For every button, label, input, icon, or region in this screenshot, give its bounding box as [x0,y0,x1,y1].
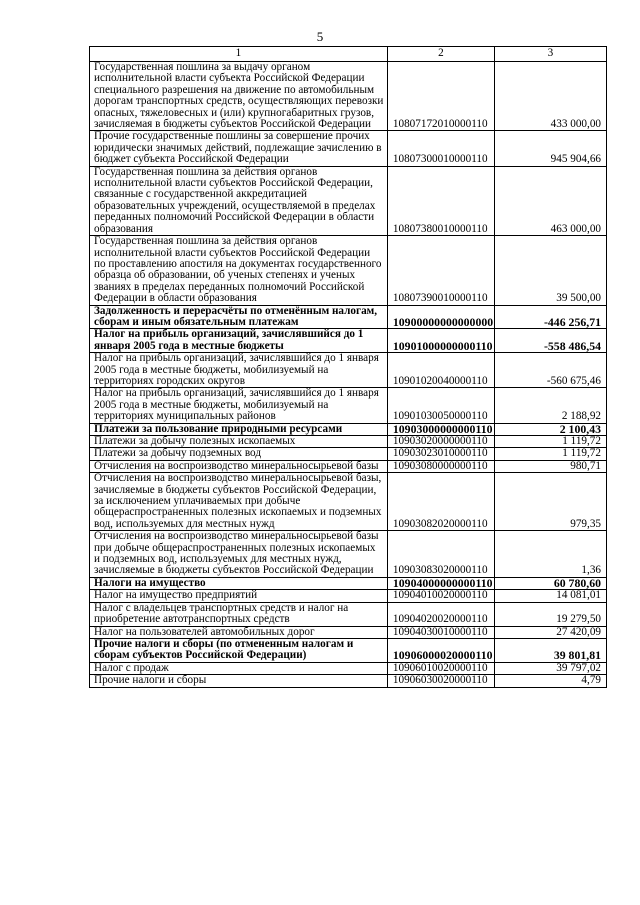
amount-cell: 1,36 [494,531,606,578]
revenue-name-cell: Налоги на имущество [90,577,388,589]
table-row [90,577,607,589]
table-row [90,460,607,472]
table-row [90,602,607,626]
table-row [90,436,607,448]
budget-code-cell: 10903083020000110 [387,531,494,578]
budget-code-cell: 10901030050000110 [387,388,494,423]
budget-code-cell: 10903020000000110 [387,436,494,448]
revenue-name-cell: Налог на пользователей автомобильных дорог [90,626,388,638]
amount-cell: 1 119,72 [494,436,606,448]
revenue-name-cell: Отчисления на воспроизводство минеральносырьевой базы при добыче общераспространенных полезных ископаемых и подземных вод, используемых для местных нужд, зачисляемые в бюджеты субъектов Российской Федерации [90,531,388,578]
amount-cell: 39 801,81 [494,638,606,662]
budget-code-cell: 10906010020000110 [387,662,494,674]
amount-cell: 2 188,92 [494,388,606,423]
budget-code-cell: 10903080000000110 [387,460,494,472]
amount-cell: -446 256,71 [494,305,606,329]
amount-cell: 2 100,43 [494,423,606,435]
revenue-name-cell: Налог с владельцев транспортных средств и налог на приобретение автотранспортных средств [90,602,388,626]
table-row [90,388,607,423]
table-row [90,626,607,638]
amount-cell: 980,71 [494,460,606,472]
amount-cell: 945 904,66 [494,131,606,166]
revenue-name-cell: Отчисления на воспроизводство минеральносырьевой базы, зачисляемые в бюджеты субъектов Российской Федерации, за исключением уплачиваемых при добыче общераспространенных полезных ископаемых и подземных вод, используемых для местных нужд [90,473,388,531]
table-row [90,531,607,578]
table-row [90,166,607,235]
table-row [90,590,607,602]
budget-code-cell: 10906030020000110 [387,675,494,687]
table-row [90,236,607,305]
table-row [90,675,607,687]
revenue-name-cell: Платежи за добычу подземных вод [90,448,388,460]
budget-revenue-table [89,46,607,688]
budget-code-cell: 10807172010000110 [387,62,494,131]
revenue-name-cell: Налог с продаж [90,662,388,674]
revenue-name-cell: Прочие налоги и сборы [90,675,388,687]
amount-cell: 39 797,02 [494,662,606,674]
revenue-name-cell: Налог на прибыль организаций, зачислявшийся до 1 января 2005 года в местные бюджеты [90,329,388,353]
budget-code-cell: 10904020020000110 [387,602,494,626]
revenue-name-cell: Задолженность и перерасчёты по отменённым налогам, сборам и иным обязательным платежам [90,305,388,329]
amount-cell: 979,35 [494,473,606,531]
budget-code-cell: 10904000000000110 [387,577,494,589]
revenue-name-cell: Налог на имущество предприятий [90,590,388,602]
table-row [90,62,607,131]
table-row [90,423,607,435]
revenue-name-cell: Прочие государственные пошлины за совершение прочих юридически значимых действий, подлежащие зачислению в бюджет субъекта Российской Федерации [90,131,388,166]
budget-code-cell: 10807380010000110 [387,166,494,235]
amount-cell: -560 675,46 [494,353,606,388]
revenue-name-cell: Государственная пошлина за действия органов исполнительной власти субъектов Российской Федерации по проставлению апостиля на документах государственного образца об образовании, об ученых степенях и ученых званиях в пределах переданных полномочий Российской Федерации в области образования [90,236,388,305]
column-header-1: 1 [90,47,388,62]
revenue-name-cell: Прочие налоги и сборы (по отмененным налогам и сборам субъектов Российской Федерации) [90,638,388,662]
amount-cell: -558 486,54 [494,329,606,353]
budget-code-cell: 10904010020000110 [387,590,494,602]
budget-code-cell: 10901020040000110 [387,353,494,388]
table-header-row [90,47,607,62]
column-header-3: 3 [494,47,606,62]
page-number: 5 [316,29,324,44]
amount-cell: 60 780,60 [494,577,606,589]
revenue-name-cell: Государственная пошлина за выдачу органом исполнительной власти субъекта Российской Федерации специального разрешения на движение по автомобильным дорогам транспортных средств, осуществляющих перевозки опасных, тяжеловесных и (или) крупногабаритных грузов, зачисляемая в бюджеты субъектов Российской Федерации [90,62,388,131]
table-row [90,638,607,662]
budget-code-cell: 10807300010000110 [387,131,494,166]
budget-code-cell: 10904030010000110 [387,626,494,638]
revenue-name-cell: Платежи за пользование природными ресурсами [90,423,388,435]
budget-code-cell: 10901000000000110 [387,329,494,353]
table-row [90,353,607,388]
budget-code-cell: 10906000020000110 [387,638,494,662]
budget-code-cell: 10903023010000110 [387,448,494,460]
budget-code-cell: 10903082020000110 [387,473,494,531]
amount-cell: 1 119,72 [494,448,606,460]
amount-cell: 39 500,00 [494,236,606,305]
revenue-name-cell: Налог на прибыль организаций, зачислявшийся до 1 января 2005 года в местные бюджеты, мобилизуемый на территориях муниципальных районов [90,388,388,423]
amount-cell: 4,79 [494,675,606,687]
budget-code-cell: 10807390010000110 [387,236,494,305]
table-row [90,448,607,460]
table-row [90,305,607,329]
revenue-name-cell: Отчисления на воспроизводство минеральносырьевой базы [90,460,388,472]
amount-cell: 433 000,00 [494,62,606,131]
amount-cell: 463 000,00 [494,166,606,235]
revenue-name-cell: Платежи за добычу полезных ископаемых [90,436,388,448]
table-row [90,662,607,674]
table-row [90,131,607,166]
budget-code-cell: 10900000000000000 [387,305,494,329]
budget-code-cell: 10903000000000110 [387,423,494,435]
amount-cell: 19 279,50 [494,602,606,626]
table-row [90,473,607,531]
column-header-2: 2 [387,47,494,62]
table-row [90,329,607,353]
revenue-name-cell: Налог на прибыль организаций, зачислявшийся до 1 января 2005 года в местные бюджеты, мобилизуемый на территориях городских округов [90,353,388,388]
revenue-name-cell: Государственная пошлина за действия органов исполнительной власти субъектов Российской Федерации, связанные с государственной аккредитацией образовательных учреждений, осуществляемой в пределах переданных полномочий Российской Федерации в области образования [90,166,388,235]
amount-cell: 14 081,01 [494,590,606,602]
amount-cell: 27 420,09 [494,626,606,638]
